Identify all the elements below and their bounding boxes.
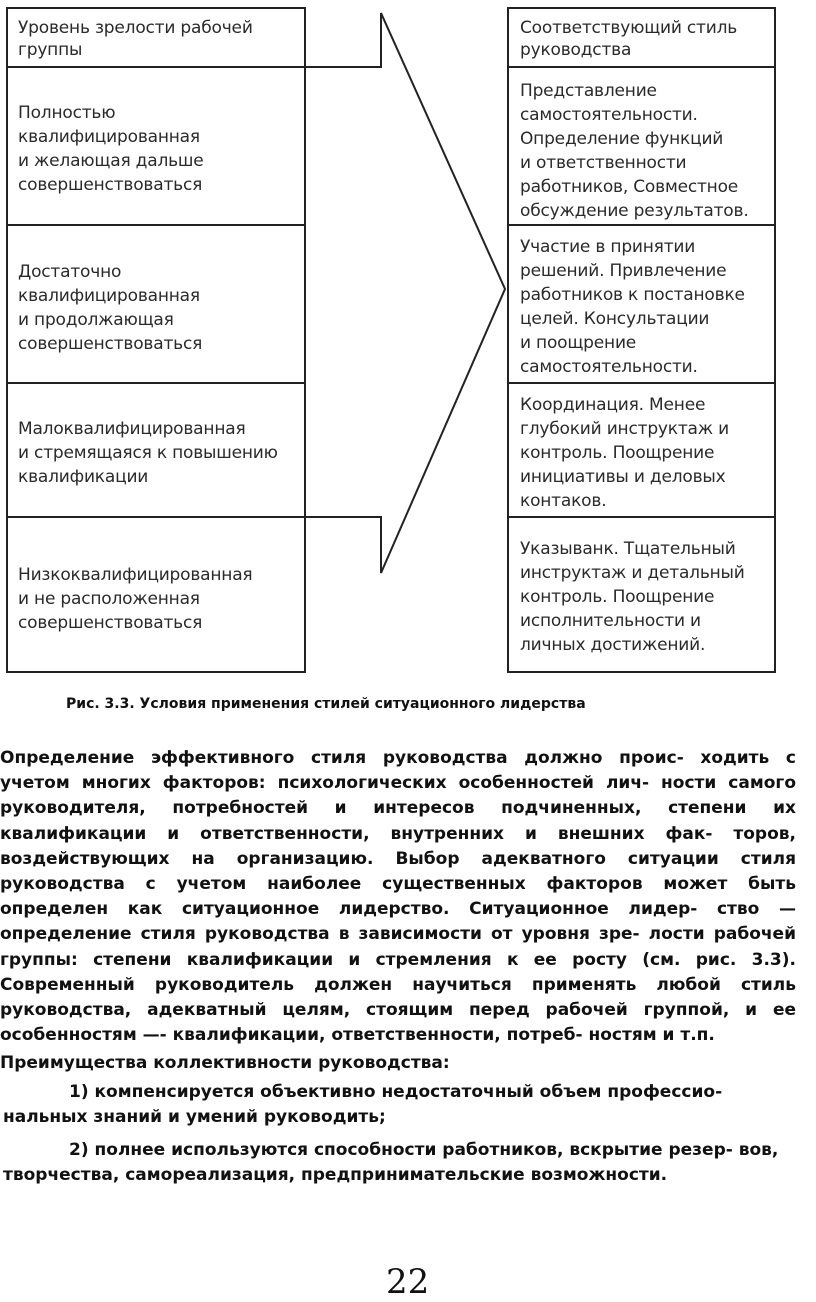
right-column-header: Соответствующий стиль руководства [520,18,738,60]
style-cell-3: Координация. Менее глубокий инструктаж и контроль. Поощрение инициативы и деловых контаков. [520,395,729,511]
level-cell-3: Малоквалифицированная и стремящаяся к повышению квалификации [18,419,278,487]
advantage-item-1: 1) компенсируется объективно недостаточный объем профессио- нальных знаний и умений руководить; [3,1081,723,1127]
level-cell-4: Низкоквалифицированная и не расположенная совершенствоваться [18,565,253,633]
advantages-heading: Преимущества коллективности руководства: [0,1053,450,1074]
advantage-item-2: 2) полнее используются способности работников, вскрытие резер- вов, творчества, самореализация, предпринимательские возможности. [3,1140,779,1186]
level-cell-2: Достаточно квалифицированная и продолжающая совершенствоваться [18,262,203,354]
level-cell-1: Полностью квалифицированная и желающая дальше совершенствоваться [18,103,204,195]
page-number: 22 [386,1262,430,1302]
style-cell-2: Участие в принятии решений. Привлечение работников к постановке целей. Консультации и поощрение самостоятельности. [520,237,745,377]
main-text [0,746,796,1188]
body-paragraph: Определение эффективного стиля руководства должно проис- ходить с учетом многих факторов: психологических особенностей лич- ности самого руководителя, потребностей и интересов подчиненных, степени их квалификации и ответственности, внутренних и внешних фак- торов, воздействующих на организацию. Выбор адекватного ситуации стиля руководства с учетом наиболее существенных факторов может быть определен как ситуационное лидерство. Ситуационное лидер- ство — определение стиля руководства в зависимости от уровня зре- лости рабочей группы: степени квалификации и стремления к ее росту (см. рис. 3.3). Современный руководитель должен научиться применять любой стиль руководства, адекватный целям, стоящим перед рабочей группой, и ее особенностям —- квалификации, ответственности, потреб- ностям и т.п. [0,748,796,1046]
left-column-header: Уровень зрелости рабочей группы [18,18,253,60]
style-cell-1: Представление самостоятельности. Определение функций и ответственности работников, Совместное обсуждение результатов. [520,81,749,221]
arrow-shape [305,13,505,573]
figure-caption: Рис. 3.3. Условия применения стилей ситуационного лидерства [66,696,586,712]
style-cell-4: Указыванк. Тщательный инструктаж и детальный контроль. Поощрение исполнительности и личных достижений. [520,539,745,655]
